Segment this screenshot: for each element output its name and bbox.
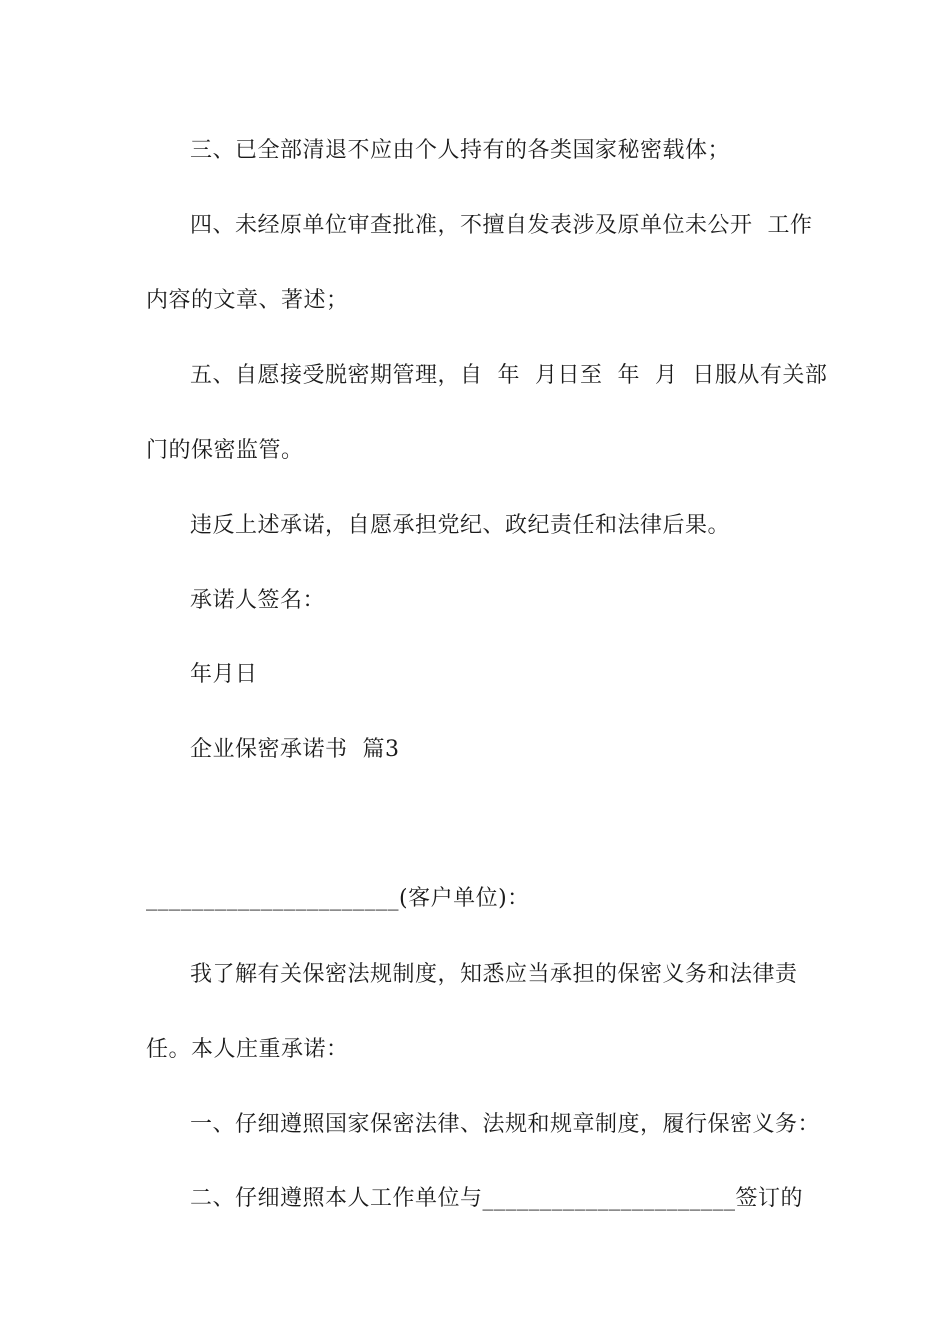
paragraph-line: 四、未经原单位审查批准，不擅自发表涉及原单位未公开 工作 (190, 213, 813, 238)
paragraph-line: 任。本人庄重承诺： (146, 1037, 349, 1062)
addressee-line: ______________________(客户单位)： (146, 886, 530, 911)
paragraph-line: 我了解有关保密法规制度，知悉应当承担的保密义务和法律责 (190, 962, 798, 987)
paragraph-line: 二、仔细遵照本人工作单位与______________________签订的 (190, 1186, 804, 1211)
date-label: 年月日 (190, 662, 258, 687)
paragraph-line: 五、自愿接受脱密期管理，自 年 月日至 年 月 日服从有关部 (190, 363, 828, 388)
paragraph-line: 三、已全部清退不应由个人持有的各类国家秘密载体； (190, 138, 731, 163)
section-heading: 企业保密承诺书 篇3 (190, 737, 400, 762)
paragraph-line: 内容的文章、著述； (146, 288, 349, 313)
paragraph-line: 门的保密监管。 (146, 438, 304, 463)
paragraph-line: 违反上述承诺，自愿承担党纪、政纪责任和法律后果。 (190, 513, 731, 538)
paragraph-line: 一、仔细遵照国家保密法律、法规和规章制度，履行保密义务： (190, 1112, 821, 1137)
signature-label: 承诺人签名： (190, 588, 326, 613)
